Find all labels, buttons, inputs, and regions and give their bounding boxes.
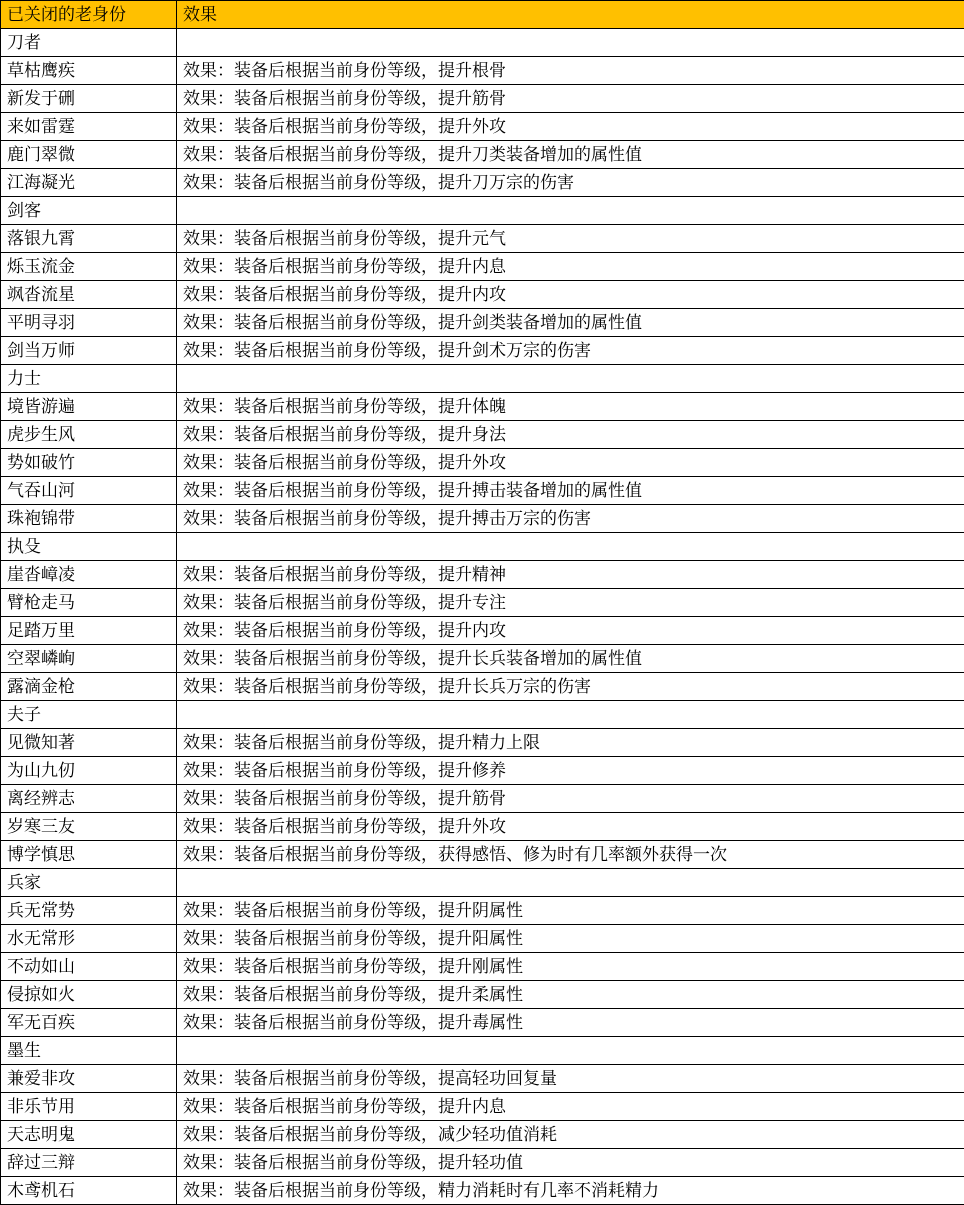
identity-name-cell: 来如雷霆 (1, 113, 177, 141)
effect-cell: 效果：装备后根据当前身份等级，提升专注 (177, 589, 964, 617)
effect-cell: 效果：装备后根据当前身份等级，提升内攻 (177, 281, 964, 309)
table-row (1, 29, 964, 57)
identity-name-cell: 珠袍锦带 (1, 505, 177, 533)
table-row (1, 1037, 964, 1065)
identity-name-cell: 为山九仞 (1, 757, 177, 785)
identity-name-cell: 剑客 (1, 197, 177, 225)
effect-cell: 效果：装备后根据当前身份等级，提升长兵万宗的伤害 (177, 673, 964, 701)
table-row (1, 1093, 964, 1121)
effect-cell: 效果：装备后根据当前身份等级，提升体魄 (177, 393, 964, 421)
table-row (1, 113, 964, 141)
effect-cell: 效果：装备后根据当前身份等级，获得感悟、修为时有几率额外获得一次 (177, 841, 964, 869)
effect-cell: 效果：装备后根据当前身份等级，提升外攻 (177, 113, 964, 141)
identity-name-cell: 力士 (1, 365, 177, 393)
table-row (1, 617, 964, 645)
table-row (1, 701, 964, 729)
table-row (1, 197, 964, 225)
effect-cell: 效果：装备后根据当前身份等级，提升内攻 (177, 617, 964, 645)
effect-cell: 效果：装备后根据当前身份等级，提升剑术万宗的伤害 (177, 337, 964, 365)
effect-cell (177, 1037, 964, 1065)
effect-cell: 效果：装备后根据当前身份等级，提升内息 (177, 1093, 964, 1121)
effect-cell: 效果：装备后根据当前身份等级，提升修养 (177, 757, 964, 785)
effect-cell: 效果：装备后根据当前身份等级，提升根骨 (177, 57, 964, 85)
table-row (1, 897, 964, 925)
table-body (1, 29, 964, 1205)
identity-name-cell: 博学慎思 (1, 841, 177, 869)
table-row (1, 1121, 964, 1149)
effect-cell: 效果：装备后根据当前身份等级，减少轻功值消耗 (177, 1121, 964, 1149)
table-row (1, 757, 964, 785)
table-row (1, 981, 964, 1009)
effect-cell: 效果：装备后根据当前身份等级，提升外攻 (177, 449, 964, 477)
identity-name-cell: 境皆游遍 (1, 393, 177, 421)
identity-name-cell: 侵掠如火 (1, 981, 177, 1009)
identity-name-cell: 空翠嶙峋 (1, 645, 177, 673)
table-row (1, 1177, 964, 1205)
effect-cell: 效果：装备后根据当前身份等级，提升剑类装备增加的属性值 (177, 309, 964, 337)
identity-name-cell: 非乐节用 (1, 1093, 177, 1121)
table-row (1, 813, 964, 841)
effect-cell: 效果：装备后根据当前身份等级，提升刀类装备增加的属性值 (177, 141, 964, 169)
table-row (1, 533, 964, 561)
table-row (1, 729, 964, 757)
effect-cell: 效果：装备后根据当前身份等级，提升搏击装备增加的属性值 (177, 477, 964, 505)
effect-cell (177, 869, 964, 897)
effect-cell: 效果：装备后根据当前身份等级，提升筋骨 (177, 85, 964, 113)
identity-name-cell: 军无百疾 (1, 1009, 177, 1037)
effect-cell: 效果：装备后根据当前身份等级，提升刀万宗的伤害 (177, 169, 964, 197)
effect-cell: 效果：装备后根据当前身份等级，提升搏击万宗的伤害 (177, 505, 964, 533)
table-row (1, 1009, 964, 1037)
identity-name-cell: 臂枪走马 (1, 589, 177, 617)
table-row (1, 421, 964, 449)
table-row (1, 337, 964, 365)
table-row (1, 393, 964, 421)
effect-cell (177, 701, 964, 729)
identity-name-cell: 刀者 (1, 29, 177, 57)
identity-name-cell: 飒沓流星 (1, 281, 177, 309)
identity-name-cell: 露滴金枪 (1, 673, 177, 701)
identity-name-cell: 草枯鹰疾 (1, 57, 177, 85)
effect-cell: 效果：装备后根据当前身份等级，提升元气 (177, 225, 964, 253)
identity-name-cell: 江海凝光 (1, 169, 177, 197)
identity-name-cell: 岁寒三友 (1, 813, 177, 841)
effect-cell: 效果：装备后根据当前身份等级，提升阳属性 (177, 925, 964, 953)
table-row (1, 841, 964, 869)
identity-name-cell: 兵无常势 (1, 897, 177, 925)
identity-name-cell: 崖沓嶂凌 (1, 561, 177, 589)
identity-name-cell: 气吞山河 (1, 477, 177, 505)
table-row (1, 1065, 964, 1093)
effect-cell: 效果：装备后根据当前身份等级，提升身法 (177, 421, 964, 449)
effect-cell: 效果：装备后根据当前身份等级，提升筋骨 (177, 785, 964, 813)
identity-name-cell: 木鸢机石 (1, 1177, 177, 1205)
identity-column-header: 已关闭的老身份 (1, 1, 177, 29)
identity-name-cell: 水无常形 (1, 925, 177, 953)
table-row (1, 673, 964, 701)
effect-cell: 效果：装备后根据当前身份等级，提升阴属性 (177, 897, 964, 925)
identity-name-cell: 足踏万里 (1, 617, 177, 645)
table-row (1, 505, 964, 533)
identity-name-cell: 不动如山 (1, 953, 177, 981)
identity-name-cell: 落银九霄 (1, 225, 177, 253)
table-row (1, 57, 964, 85)
table-row (1, 589, 964, 617)
identity-name-cell: 兵家 (1, 869, 177, 897)
identity-name-cell: 夫子 (1, 701, 177, 729)
table-row (1, 225, 964, 253)
effect-cell (177, 197, 964, 225)
table-row (1, 281, 964, 309)
table-row (1, 365, 964, 393)
effect-cell: 效果：装备后根据当前身份等级，提升精力上限 (177, 729, 964, 757)
identity-name-cell: 剑当万师 (1, 337, 177, 365)
effect-cell: 效果：装备后根据当前身份等级，提升精神 (177, 561, 964, 589)
effect-cell: 效果：装备后根据当前身份等级，提高轻功回复量 (177, 1065, 964, 1093)
table-row (1, 169, 964, 197)
effect-cell: 效果：装备后根据当前身份等级，提升长兵装备增加的属性值 (177, 645, 964, 673)
effect-cell (177, 365, 964, 393)
identity-name-cell: 新发于硎 (1, 85, 177, 113)
effect-column-header: 效果 (177, 1, 964, 29)
identity-name-cell: 烁玉流金 (1, 253, 177, 281)
effect-cell: 效果：装备后根据当前身份等级，提升内息 (177, 253, 964, 281)
table-row (1, 141, 964, 169)
table-row (1, 85, 964, 113)
identity-name-cell: 离经辨志 (1, 785, 177, 813)
effect-cell: 效果：装备后根据当前身份等级，提升刚属性 (177, 953, 964, 981)
identity-name-cell: 虎步生风 (1, 421, 177, 449)
identity-name-cell: 执殳 (1, 533, 177, 561)
table-row (1, 785, 964, 813)
effect-cell (177, 533, 964, 561)
table-row (1, 645, 964, 673)
identity-name-cell: 辞过三辩 (1, 1149, 177, 1177)
table-row (1, 1149, 964, 1177)
table-row (1, 925, 964, 953)
identity-name-cell: 鹿门翠微 (1, 141, 177, 169)
table-row (1, 309, 964, 337)
identity-name-cell: 见微知著 (1, 729, 177, 757)
effect-cell: 效果：装备后根据当前身份等级，提升柔属性 (177, 981, 964, 1009)
effect-cell: 效果：装备后根据当前身份等级，精力消耗时有几率不消耗精力 (177, 1177, 964, 1205)
table-row (1, 477, 964, 505)
effect-cell: 效果：装备后根据当前身份等级，提升轻功值 (177, 1149, 964, 1177)
identity-name-cell: 势如破竹 (1, 449, 177, 477)
identity-name-cell: 墨生 (1, 1037, 177, 1065)
identity-name-cell: 天志明鬼 (1, 1121, 177, 1149)
effect-cell: 效果：装备后根据当前身份等级，提升毒属性 (177, 1009, 964, 1037)
identity-name-cell: 兼爱非攻 (1, 1065, 177, 1093)
table-row (1, 449, 964, 477)
identity-name-cell: 平明寻羽 (1, 309, 177, 337)
table-row (1, 253, 964, 281)
table-header-row (1, 1, 964, 29)
table-row (1, 953, 964, 981)
table-row (1, 561, 964, 589)
effect-cell: 效果：装备后根据当前身份等级，提升外攻 (177, 813, 964, 841)
effect-cell (177, 29, 964, 57)
table-row (1, 869, 964, 897)
